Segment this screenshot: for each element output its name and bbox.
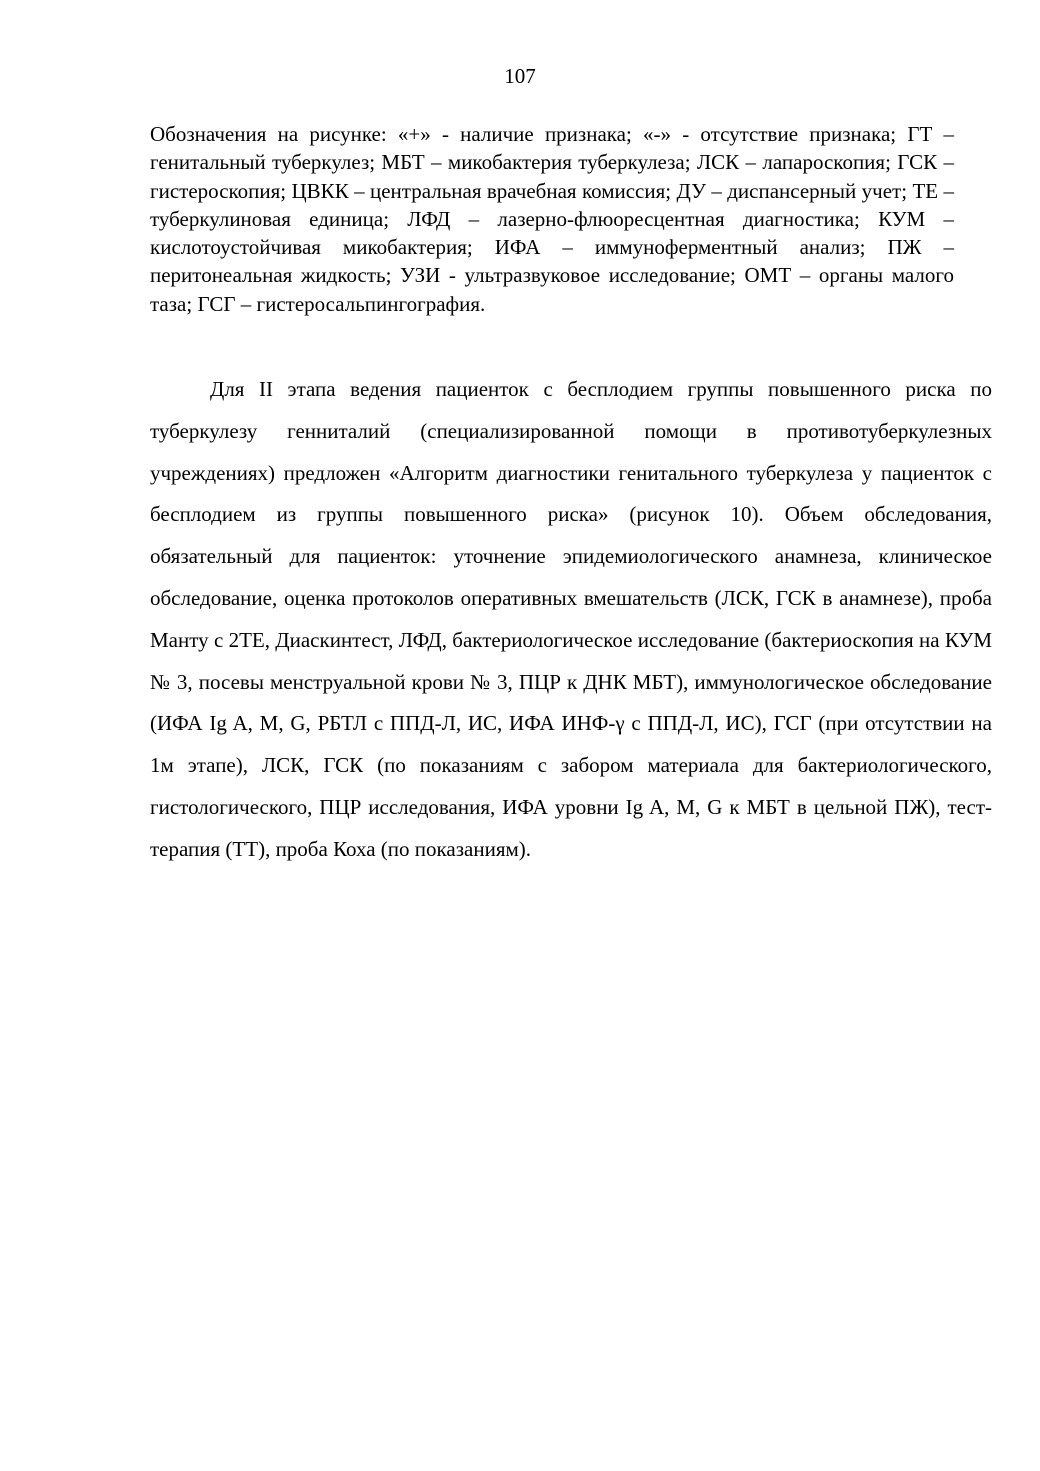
body-paragraph: Для II этапа ведения пациенток с бесплодием группы повышенного риска по туберкулезу генниталий (специализированной помощи в противотуберкулезных учреждениях) предложен «Алгоритм диагностики генитального туберкулеза у пациенток с бесплодием из группы повышенного риска» (рисунок 10). Объем обследования, обязательный для пациенток: уточнение эпидемиологического анамнеза, клиническое обследование, оценка протоколов оперативных вмешательств (ЛСК, ГСК в анамнезе), проба Манту с 2ТЕ, Диаскинтест, ЛФД, бактериологическое исследование (бактериоскопия на КУМ № 3, посевы менструальной крови № 3, ПЦР к ДНК МБТ), иммунологическое обследование (ИФА Ig A, M, G, РБТЛ с ППД-Л, ИС, ИФА ИНФ-γ с ППД-Л, ИС), ГСГ (при отсутствии на 1м этапе), ЛСК, ГСК (по показаниям с забором материала для бактериологического, гистологического, ПЦР исследования, ИФА уровни Ig A, M, G к МБТ в цельной ПЖ), тест-терапия (ТТ), проба Коха (по показаниям). [150,377,992,861]
page-number: 107 [504,64,536,88]
figure-legend: Обозначения на рисунке: «+» - наличие признака; «-» - отсутствие признака; ГТ – генитальный туберкулез; МБТ – микобактерия туберкулеза; ЛСК – лапароскопия; ГСК – гистероскопия; ЦВКК – центральная врачебная комиссия; ДУ – диспансерный учет; ТЕ – туберкулиновая единица; ЛФД – лазерно-флюоресцентная диагностика; КУМ – кислотоустойчивая микобактерия; ИФА – иммуноферментный анализ; ПЖ – перитонеальная жидкость; УЗИ - ультразвуковое исследование; ОМТ – органы малого таза; ГСГ – гистеросальпингография. [150,122,954,316]
